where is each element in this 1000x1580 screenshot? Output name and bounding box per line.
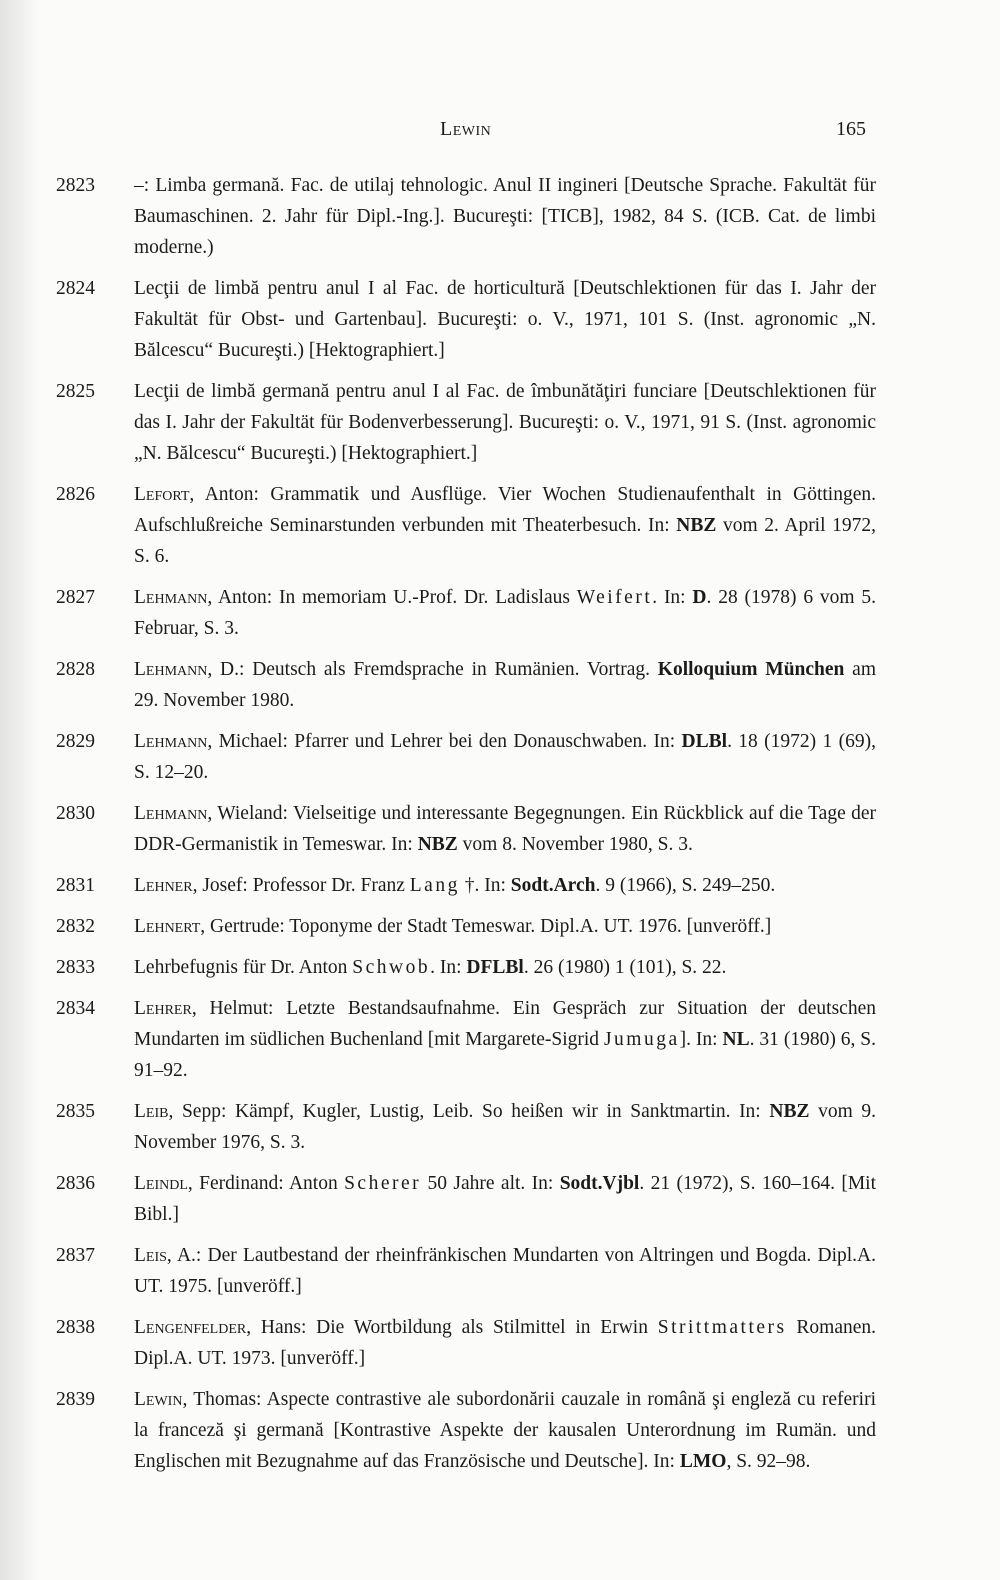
entry-text: Leib, Sepp: Kämpf, Kugler, Lustig, Leib. So heißen wir in Sanktmartin. In: NBZ vom 9. November 1976, S. 3. <box>134 1101 876 1153</box>
entry-number: 2834 <box>56 998 95 1019</box>
entry-number: 2839 <box>56 1389 95 1410</box>
source-abbrev: LMO <box>679 1451 727 1472</box>
source-abbrev: DFLBl <box>466 957 524 978</box>
entry-text: Lecţii de limbă germană pentru anul I al Fac. de îmbunătăţiri funciare [Deutschlektionen für das I. Jahr der Fakultät für Bodenverbesserung]. Bucureşti: o. V., 1971, 91 S. (Inst. agronomic „N. Bălcescu“ Bucureşti.) [Hektographiert.] <box>134 381 876 464</box>
bibliography-entry <box>56 870 876 901</box>
bibliography-entry <box>56 170 876 263</box>
spaced-name: Jumuga <box>603 1029 680 1050</box>
bibliography-entry <box>56 952 876 983</box>
author-surname: Lehnert <box>134 916 201 937</box>
entry-text: Leis, A.: Der Lautbestand der rheinfränkischen Mundarten von Altringen und Bogda. Dipl.A. UT. 1975. [unveröff.] <box>134 1245 876 1297</box>
entry-number: 2827 <box>56 587 95 608</box>
entry-number: 2835 <box>56 1101 95 1122</box>
binding-shadow <box>0 0 40 1580</box>
bibliography-entry <box>56 376 876 469</box>
author-surname: Leindl <box>134 1173 188 1194</box>
bibliography-entry <box>56 726 876 788</box>
entry-number: 2832 <box>56 916 95 937</box>
entry-text: Lecţii de limbă pentru anul I al Fac. de horticultură [Deutschlektionen für das I. Jahr der Fakultät für Obst- und Gartenbau]. Bucureşti: o. V., 1971, 101 S. (Inst. agronomic „N. Bălcescu“ Bucureşti.) [Hektographiert.] <box>134 278 876 361</box>
entry-number: 2826 <box>56 484 95 505</box>
author-surname: Lehmann <box>134 731 208 752</box>
entry-text: Lengenfelder, Hans: Die Wortbildung als Stilmittel in Erwin Strittmatters Romanen. Dipl.A. UT. 1973. [unveröff.] <box>134 1317 876 1369</box>
entry-text: Lefort, Anton: Grammatik und Ausflüge. Vier Wochen Studienaufenthalt in Göttingen. Aufschlußreiche Seminarstunden verbunden mit Theaterbesuch. In: NBZ vom 2. April 1972, S. 6. <box>134 484 876 567</box>
author-surname: Lewin <box>134 1389 183 1410</box>
entry-number: 2831 <box>56 875 95 896</box>
bibliography-list <box>56 170 876 1487</box>
entry-number: 2836 <box>56 1173 95 1194</box>
author-surname: Lehrer <box>134 998 192 1019</box>
entry-text: Lewin, Thomas: Aspecte contrastive ale subordonării cauzale in română şi engleză cu referiri la franceză şi germană [Kontrastive Aspekte der kausalen Unterordnung im Rumän. und Englischen mit Bezugnahme auf das Französische und Deutsche]. In: LMO, S. 92–98. <box>134 1389 876 1472</box>
entry-text: –: Limba germană. Fac. de utilaj tehnologic. Anul II ingineri [Deutsche Sprache. Fakultät für Baumaschinen. 2. Jahr für Dipl.-Ing.]. Bucureşti: [TICB], 1982, 84 S. (ICB. Cat. de limbi moderne.) <box>134 175 876 258</box>
author-surname: Leis <box>134 1245 167 1266</box>
source-abbrev: DLBl <box>681 731 728 752</box>
bibliography-entry <box>56 479 876 572</box>
entry-text: Lehmann, Anton: In memoriam U.-Prof. Dr. Ladislaus Weifert. In: D. 28 (1978) 6 vom 5. Februar, S. 3. <box>134 587 876 639</box>
author-surname: Lehner <box>134 875 193 896</box>
entry-number: 2833 <box>56 957 95 978</box>
spaced-name: Lang <box>409 875 460 896</box>
author-surname: Lehmann <box>134 587 208 608</box>
bibliography-entry <box>56 1168 876 1230</box>
entry-text: Lehmann, Michael: Pfarrer und Lehrer bei den Donauschwaben. In: DLBl. 18 (1972) 1 (69), S. 12–20. <box>134 731 876 783</box>
source-abbrev: Kolloquium München <box>657 659 845 680</box>
bibliography-entry <box>56 911 876 942</box>
entry-number: 2829 <box>56 731 95 752</box>
bibliography-entry <box>56 1312 876 1374</box>
running-head: Lewin <box>440 118 492 140</box>
page-header <box>0 118 1000 148</box>
bibliography-entry <box>56 1096 876 1158</box>
spaced-name: Schwob <box>352 957 431 978</box>
page-number: 165 <box>836 118 866 140</box>
bibliography-entry <box>56 654 876 716</box>
entry-text: Lehmann, D.: Deutsch als Fremdsprache in Rumänien. Vortrag. Kolloquium München am 29. November 1980. <box>134 659 877 711</box>
entry-number: 2837 <box>56 1245 95 1266</box>
author-surname: Lehmann <box>134 659 208 680</box>
entry-number: 2830 <box>56 803 95 824</box>
spaced-name: Weifert <box>576 587 653 608</box>
author-surname: Lengenfelder <box>134 1317 247 1338</box>
spaced-name: Strittmatters <box>657 1317 787 1338</box>
entry-number: 2823 <box>56 175 95 196</box>
bibliography-entry <box>56 273 876 366</box>
bibliography-entry <box>56 1384 876 1477</box>
entry-number: 2824 <box>56 278 95 299</box>
entry-text: Leindl, Ferdinand: Anton Scherer 50 Jahre alt. In: Sodt.Vjbl. 21 (1972), S. 160–164. [Mit Bibl.] <box>134 1173 876 1225</box>
entry-number: 2825 <box>56 381 95 402</box>
bibliography-entry <box>56 1240 876 1302</box>
source-abbrev: Sodt.Vjbl <box>559 1173 640 1194</box>
author-surname: Lefort <box>134 484 190 505</box>
bibliography-entry <box>56 798 876 860</box>
entry-text: Lehnert, Gertrude: Toponyme der Stadt Temeswar. Dipl.A. UT. 1976. [unveröff.] <box>134 916 772 937</box>
source-abbrev: D <box>692 587 707 608</box>
entry-number: 2838 <box>56 1317 95 1338</box>
source-abbrev: Sodt.Arch <box>510 875 596 896</box>
source-abbrev: NBZ <box>417 834 458 855</box>
entry-text: Lehner, Josef: Professor Dr. Franz Lang †. In: Sodt.Arch. 9 (1966), S. 249–250. <box>134 875 776 896</box>
author-surname: Lehmann <box>134 803 208 824</box>
bibliography-entry <box>56 993 876 1086</box>
source-abbrev: NL <box>722 1029 750 1050</box>
entry-text: Lehmann, Wieland: Vielseitige und interessante Begegnungen. Ein Rückblick auf die Tage der DDR-Germanistik in Temeswar. In: NBZ vom 8. November 1980, S. 3. <box>134 803 876 855</box>
entry-text: Lehrer, Helmut: Letzte Bestandsaufnahme. Ein Gespräch zur Situation der deutschen Mundarten im südlichen Buchenland [mit Margarete-Sigrid Jumuga]. In: NL. 31 (1980) 6, S. 91–92. <box>134 998 876 1081</box>
spaced-name: Scherer <box>344 1173 422 1194</box>
entry-text: Lehrbefugnis für Dr. Anton Schwob. In: DFLBl. 26 (1980) 1 (101), S. 22. <box>134 957 727 978</box>
entry-number: 2828 <box>56 659 95 680</box>
bibliography-entry <box>56 582 876 644</box>
source-abbrev: NBZ <box>676 515 717 536</box>
source-abbrev: NBZ <box>769 1101 810 1122</box>
author-surname: Leib <box>134 1101 169 1122</box>
